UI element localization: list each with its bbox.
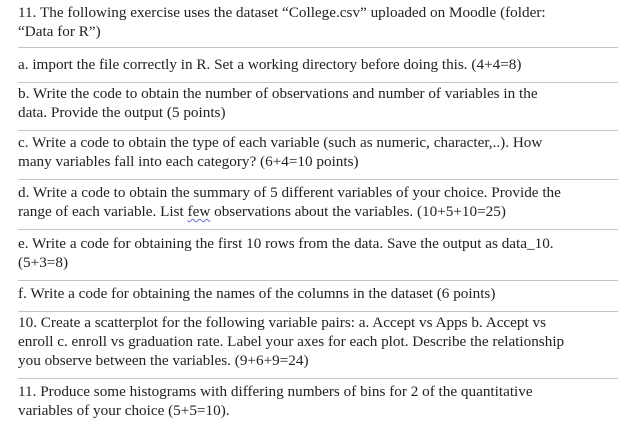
text-line: data. Provide the output (5 points) (18, 104, 226, 121)
text-line: f. Write a code for obtaining the names of the columns in the dataset (6 points) (18, 285, 496, 302)
text-line: variables of your choice (5+5=10). (18, 402, 230, 419)
text-line: d. Write a code to obtain the summary of 5 different variables of your choice. Provide the (18, 184, 561, 201)
text-line: c. Write a code to obtain the type of each variable (such as numeric, character,..). How (18, 134, 543, 151)
text-line: a. import the file correctly in R. Set a working directory before doing this. (4+4=8) (18, 56, 522, 73)
question-10 (18, 313, 618, 379)
part-d (18, 183, 618, 230)
text-line: 11. The following exercise uses the dataset “College.csv” uploaded on Moodle (folder: (18, 4, 546, 21)
text-line: enroll c. enroll vs graduation rate. Label your axes for each plot. Describe the relationship (18, 333, 565, 350)
text-line: (5+3=8) (18, 254, 69, 271)
part-f (18, 284, 618, 312)
text-line: e. Write a code for obtaining the first 10 rows from the data. Save the output as data_10. (18, 235, 554, 252)
part-b (18, 84, 618, 131)
question-11-histograms (18, 382, 618, 420)
part-e (18, 234, 618, 281)
text-line: many variables fall into each category? (6+4=10 points) (18, 153, 359, 170)
text-line: 10. Create a scatterplot for the following variable pairs: a. Accept vs Apps b. Accept vs (18, 314, 547, 331)
part-c (18, 133, 618, 180)
part-a (18, 55, 618, 83)
text-line: 11. Produce some histograms with differing numbers of bins for 2 of the quantitative (18, 383, 533, 400)
text-line (18, 202, 618, 221)
text-line: b. Write the code to obtain the number of observations and number of variables in the (18, 85, 538, 102)
text-fragment: range of each variable. List (18, 203, 188, 220)
spellcheck-flagged-word[interactable]: few (187, 203, 211, 220)
text-fragment: observations about the variables. (10+5+10=25) (210, 203, 506, 220)
question-11-intro (18, 3, 618, 48)
text-line: “Data for R”) (18, 23, 101, 40)
text-line: you observe between the variables. (9+6+9=24) (18, 352, 309, 369)
